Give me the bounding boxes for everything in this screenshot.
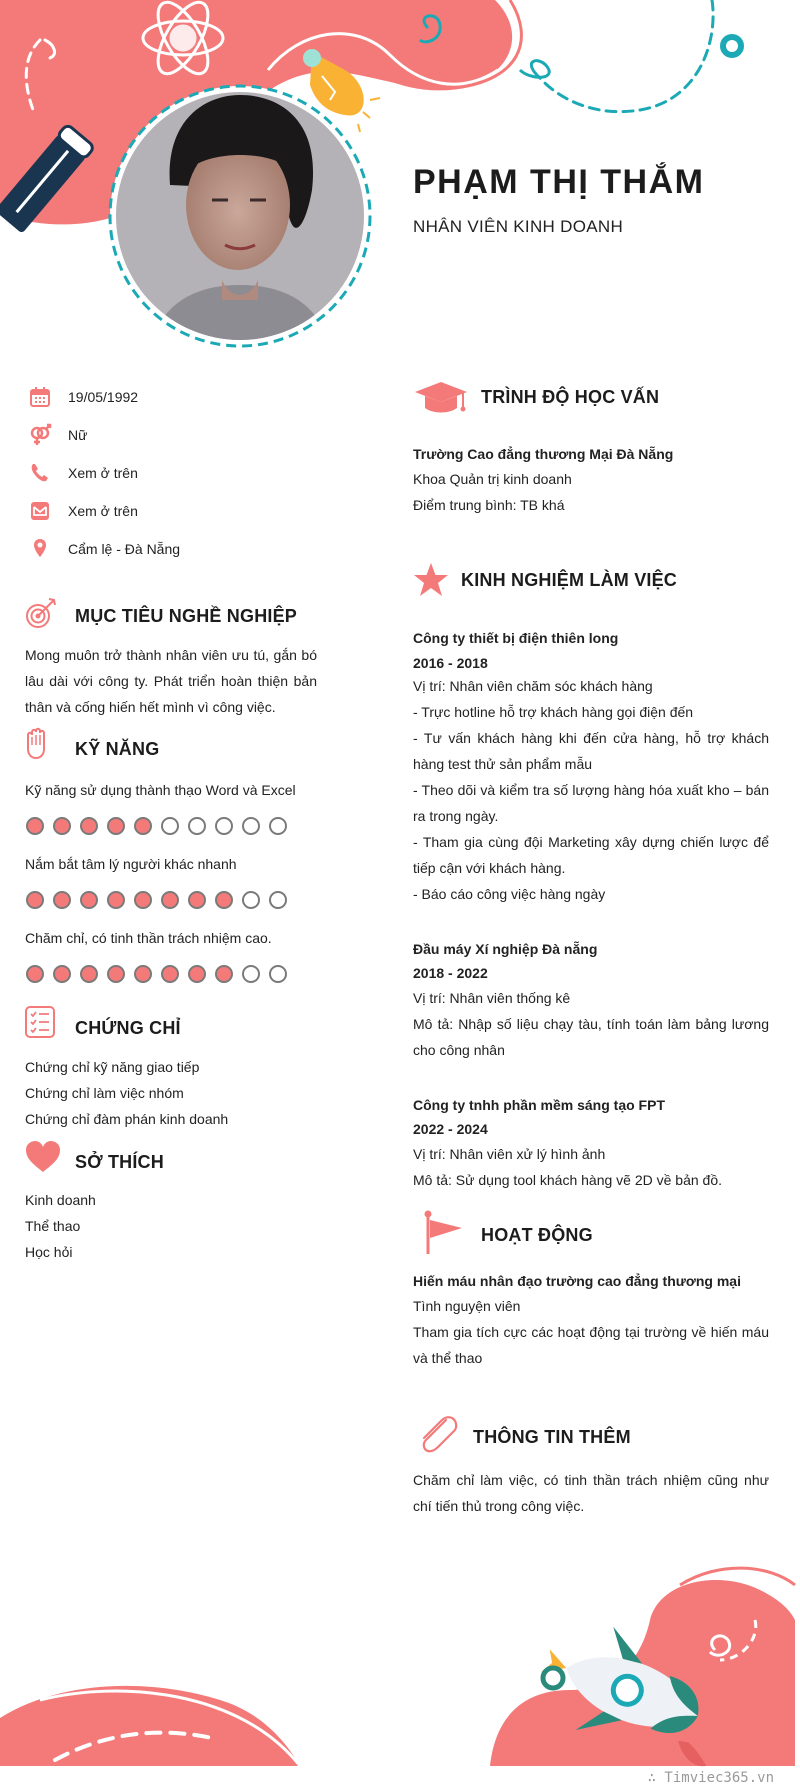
rating-dot-filled bbox=[161, 965, 179, 983]
phone-icon bbox=[28, 461, 52, 485]
info-gender bbox=[28, 423, 87, 447]
career-goal-text: Mong muôn trở thành nhân viên ưu tú, gắn bó lâu dài với công ty. Phát triển hoàn thiện bản thân và cống hiến hết mình vì công việc. bbox=[25, 647, 317, 715]
education-school: Trường Cao đẳng thương Mại Đà Nẵng bbox=[413, 446, 674, 462]
job-position: Vị trí: Nhân viên thống kê bbox=[413, 990, 571, 1006]
info-phone bbox=[28, 461, 138, 485]
skill-rating bbox=[26, 817, 287, 835]
graduation-cap-icon bbox=[413, 380, 469, 416]
address-text: Cẩm lệ - Đà Nẵng bbox=[68, 541, 181, 557]
job-duty: - Trực hotline hỗ trợ khách hàng gọi điện đến bbox=[413, 704, 694, 720]
checklist-icon bbox=[24, 1005, 56, 1039]
career-goal-title: MỤC TIÊU NGHỀ NGHIỆP bbox=[75, 606, 298, 626]
hobby-item: Kinh doanh bbox=[25, 1192, 96, 1208]
rating-dot-filled bbox=[26, 817, 44, 835]
skill-rating bbox=[26, 891, 287, 909]
email-icon bbox=[28, 499, 52, 523]
info-email bbox=[28, 499, 138, 523]
education-faculty: Khoa Quản trị kinh doanh bbox=[413, 471, 572, 487]
education-gpa: Điểm trung bình: TB khá bbox=[413, 497, 565, 513]
rating-dot-empty bbox=[269, 965, 287, 983]
hobbies-title: SỞ THÍCH bbox=[75, 1152, 164, 1172]
rating-dot-filled bbox=[134, 965, 152, 983]
experience-title: KINH NGHIỆM LÀM VIỆC bbox=[461, 570, 678, 590]
rating-dot-filled bbox=[26, 891, 44, 909]
rating-dot-empty bbox=[242, 891, 260, 909]
rating-dot-filled bbox=[53, 817, 71, 835]
birthday-text: 19/05/1992 bbox=[68, 389, 139, 405]
certificate-item: Chứng chỉ đàm phán kinh doanh bbox=[25, 1111, 229, 1127]
activity-description: Tham gia tích cực các hoạt động tại trường về hiến máu và thể thao bbox=[413, 1324, 769, 1366]
rating-dot-filled bbox=[107, 965, 125, 983]
certificate-item: Chứng chỉ làm việc nhóm bbox=[25, 1085, 184, 1101]
rating-dot-filled bbox=[26, 965, 44, 983]
email-text: Xem ở trên bbox=[68, 503, 138, 519]
job-company: Công ty tnhh phần mềm sáng tạo FPT bbox=[413, 1097, 665, 1113]
rating-dot-empty bbox=[269, 817, 287, 835]
hobby-item: Học hỏi bbox=[25, 1244, 73, 1260]
job-title: NHÂN VIÊN KINH DOANH bbox=[413, 217, 624, 236]
star-icon bbox=[413, 562, 449, 598]
rating-dot-filled bbox=[107, 817, 125, 835]
activity-name: Hiến máu nhân đạo trường cao đẳng thương mại bbox=[413, 1273, 741, 1289]
rating-dot-empty bbox=[269, 891, 287, 909]
calendar-icon bbox=[28, 385, 52, 409]
skill-name: Kỹ năng sử dụng thành thạo Word và Excel bbox=[25, 782, 296, 798]
rating-dot-empty bbox=[242, 965, 260, 983]
location-pin-icon bbox=[28, 537, 52, 561]
job-duty: - Tư vấn khách hàng khi đến cửa hàng, hỗ trợ khách hàng test thử sản phẩm mẫu bbox=[413, 730, 769, 772]
rating-dot-filled bbox=[188, 965, 206, 983]
rating-dot-filled bbox=[80, 965, 98, 983]
target-icon bbox=[24, 596, 58, 630]
rating-dot-filled bbox=[107, 891, 125, 909]
rating-dot-filled bbox=[80, 891, 98, 909]
hobby-item: Thể thao bbox=[25, 1218, 81, 1234]
job-duty: Mô tả: Nhập số liệu chạy tàu, tính toán làm bảng lương cho công nhân bbox=[413, 1016, 769, 1058]
activities-title: HOẠT ĐỘNG bbox=[481, 1225, 593, 1245]
gender-text: Nữ bbox=[68, 427, 88, 443]
skill-name: Chăm chỉ, có tinh thần trách nhiệm cao. bbox=[25, 930, 272, 946]
rating-dot-empty bbox=[242, 817, 260, 835]
job-company: Công ty thiết bị điện thiên long bbox=[413, 630, 619, 646]
info-address bbox=[28, 537, 180, 561]
additional-info-title: THÔNG TIN THÊM bbox=[473, 1427, 631, 1447]
activity-role: Tình nguyện viên bbox=[413, 1298, 521, 1314]
job-duty: - Tham gia cùng đội Marketing xây dựng chiến lược để tiếp cận với khách hàng. bbox=[413, 834, 769, 876]
info-birthday bbox=[28, 385, 138, 409]
skills-title: KỸ NĂNG bbox=[75, 739, 160, 759]
paperclip-icon bbox=[416, 1414, 460, 1458]
job-position: Vị trí: Nhân viên xử lý hình ảnh bbox=[413, 1146, 606, 1162]
rating-dot-filled bbox=[134, 817, 152, 835]
rating-dot-empty bbox=[161, 817, 179, 835]
rating-dot-filled bbox=[161, 891, 179, 909]
job-period: 2022 - 2024 bbox=[413, 1121, 488, 1137]
job-duty: - Báo cáo công việc hàng ngày bbox=[413, 886, 606, 902]
skill-name: Nắm bắt tâm lý người khác nhanh bbox=[25, 856, 237, 872]
job-duty: - Theo dõi và kiểm tra số lượng hàng hóa xuất kho – bán ra trong ngày. bbox=[413, 782, 769, 824]
candidate-name: PHẠM THỊ THẮM bbox=[413, 163, 705, 201]
heart-icon bbox=[24, 1140, 62, 1174]
phone-text: Xem ở trên bbox=[68, 465, 138, 481]
watermark-text: Timviec365.vn bbox=[664, 1770, 774, 1786]
rating-dot-filled bbox=[188, 891, 206, 909]
job-period: 2016 - 2018 bbox=[413, 655, 488, 671]
rating-dot-filled bbox=[53, 891, 71, 909]
rating-dot-filled bbox=[215, 891, 233, 909]
certificates-title: CHỨNG CHỈ bbox=[75, 1018, 181, 1038]
job-duty: Mô tả: Sử dụng tool khách hàng vẽ 2D về bản đồ. bbox=[413, 1172, 723, 1188]
rating-dot-filled bbox=[215, 965, 233, 983]
flag-icon bbox=[418, 1210, 464, 1256]
hand-icon bbox=[24, 727, 50, 761]
additional-info-text: Chăm chỉ làm việc, có tinh thần trách nhiệm cũng như chí tiến thủ trong công việc. bbox=[413, 1472, 769, 1514]
job-position: Vị trí: Nhân viên chăm sóc khách hàng bbox=[413, 678, 653, 694]
rating-dot-filled bbox=[134, 891, 152, 909]
job-company: Đầu máy Xí nghiệp Đà nẵng bbox=[413, 941, 598, 957]
skill-rating bbox=[26, 965, 287, 983]
education-title: TRÌNH ĐỘ HỌC VẤN bbox=[481, 387, 660, 407]
certificate-item: Chứng chỉ kỹ năng giao tiếp bbox=[25, 1059, 200, 1075]
rating-dot-empty bbox=[215, 817, 233, 835]
rating-dot-empty bbox=[188, 817, 206, 835]
rating-dot-filled bbox=[80, 817, 98, 835]
gender-icon bbox=[28, 423, 52, 447]
job-period: 2018 - 2022 bbox=[413, 965, 488, 981]
watermark: ∴ Timviec365.vn bbox=[647, 1770, 774, 1786]
rating-dot-filled bbox=[53, 965, 71, 983]
